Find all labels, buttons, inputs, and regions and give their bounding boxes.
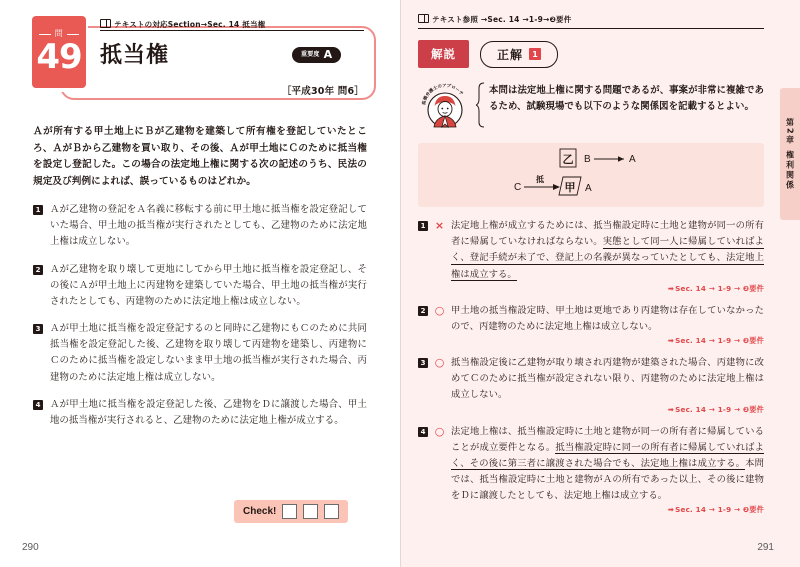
explanation-reference[interactable]	[451, 405, 764, 415]
explanation-reference-rule	[418, 28, 764, 29]
explanation-marker: 3	[418, 358, 428, 368]
explanation-text	[451, 218, 764, 283]
explanation-reference-text: Sec. 14 → 1-9 → ❷要件	[675, 283, 764, 293]
check-box-3[interactable]	[324, 504, 339, 519]
question-number-block	[32, 16, 86, 88]
choice-marker: 1	[33, 205, 43, 215]
importance-label: 重要度	[301, 50, 320, 58]
explanation-header	[418, 40, 764, 68]
explanation-part: 甲土地の抵当権設定時、甲土地は更地であり丙建物は存在していなかったので、丙建物のために法定地上権は成立しない。	[451, 304, 764, 332]
diagram-land-label: 甲	[564, 181, 576, 194]
diagram-mortgage-label: 抵	[536, 175, 544, 184]
exam-source: ［平成30年 問6］	[281, 86, 364, 97]
choice-text: Ａが乙建物の登記をＡ名義に移転する前に甲土地に抵当権を設定登記していた場合、甲土地の抵当権が実行されたとしても、乙建物のために法定地上権は成立しない。	[50, 204, 367, 248]
correct-answer-number: 1	[529, 48, 541, 60]
question-number-label: 問	[54, 29, 64, 38]
explanation-section-reference-text: テキスト参照 →Sec. 14 →1-9→❷要件	[432, 15, 572, 24]
correct-answer-pill	[480, 41, 558, 68]
choice-text: Ａが甲土地に抵当権を設定登記した後、乙建物をＤに譲渡した場合、甲土地の抵当権が実行されると、乙建物のために法定地上権が成立する。	[50, 398, 367, 426]
explanation-judgement: ○	[434, 424, 445, 438]
section-reference	[100, 19, 265, 30]
explanation-text	[451, 355, 764, 404]
explanation-reference-text: Sec. 14 → 1-9 → ❷要件	[675, 404, 764, 414]
choice-item[interactable]	[33, 321, 367, 386]
explanation-judgement: ×	[434, 219, 445, 232]
explanation-marker: 1	[418, 221, 428, 231]
explanation-text	[451, 424, 764, 505]
page-title: 抵当権	[100, 43, 170, 68]
approach-note	[418, 80, 764, 134]
choice-text: Ａが甲土地に抵当権を設定登記するのと同時に乙建物にもＣのために共同抵当権を設定登記した後、乙建物を取り壊して丙建物を建築し、丙建物にＣのために抵当権を設定しないまま甲土地の抵当権が実行された場合、丙建物のために法定地上権は成立しない。	[50, 323, 367, 383]
section-reference-rule	[100, 30, 364, 31]
explanation-part: 抵当権設定後に乙建物が取り壊され丙建物が建築された場合、丙建物に改めてＣのために抵当権が設定されない限り、丙建物のために法定地上権は成立しない。	[451, 357, 764, 401]
explanation-item	[418, 303, 764, 346]
section-reference-text: テキストの対応Section→Sec. 14 抵当権	[114, 20, 266, 29]
explanation-item	[418, 424, 764, 516]
book-icon	[418, 14, 429, 23]
diagram-owner-a-top: A	[629, 154, 636, 165]
book-icon	[100, 19, 111, 28]
importance-rank: A	[323, 48, 333, 61]
check-label: Check!	[243, 506, 277, 517]
relationship-diagram	[418, 143, 764, 207]
check-row	[234, 500, 348, 523]
explanation-reference[interactable]	[451, 505, 764, 515]
correct-answer-label: 正解	[497, 47, 524, 62]
explanation-part-underlined: 実態として同一人に帰属していればよく、登記手続が未了で、登記上の名義が異なっていたとしても、法定地上権は成立する。	[451, 236, 764, 280]
explanation-part: 本問では、抵当権設定時に土地と建物がＡの所有であった以上、その後に建物をＤに譲渡したとしても、法定地上権は成立する。	[451, 457, 764, 502]
explanation-body	[451, 218, 764, 294]
diagram-owner-b: B	[584, 154, 591, 165]
avatar-ring-text: 高橋弁護士のアプローチ	[422, 83, 464, 106]
choice-item[interactable]	[33, 202, 367, 251]
explanation-reference-text: Sec. 14 → 1-9 → ❷要件	[675, 336, 764, 346]
importance-badge	[292, 47, 341, 63]
explanation-judgement: ○	[434, 356, 445, 370]
diagram-owner-c: C	[514, 182, 522, 193]
chapter-tab-label: 第2章 権利関係	[785, 117, 795, 191]
explanation-reference[interactable]	[451, 336, 764, 346]
brace-icon	[476, 82, 485, 134]
explanation-part: 法定地上権が成立するためには、抵当権設定時に土地と建物が同一の所有者に帰属していなければならない。	[451, 220, 764, 248]
right-page-content	[418, 14, 764, 524]
explanation-body	[451, 303, 764, 346]
explanation-part-underlined: 抵当権設定時に同一の所有者に帰属していればよく、その後に第三者に譲渡された場合でも、法定地上権は成立する。	[451, 441, 764, 469]
explanation-item	[418, 355, 764, 415]
explanation-marker: 4	[418, 427, 428, 437]
page-number-left: 290	[22, 542, 39, 553]
explanation-section-reference	[418, 14, 764, 25]
choice-item[interactable]	[33, 397, 367, 429]
diagram-owner-a-bottom: A	[585, 183, 592, 194]
explanation-body	[451, 355, 764, 415]
choice-text: Ａが乙建物を取り壊して更地にしてから甲土地に抵当権を設定登記し、その後にＡが甲土地上に丙建物を建築していた場合、甲土地の抵当権が実行されたとしても、丙建物のために法定地上権は成立しない。	[50, 263, 367, 307]
page-number-right: 291	[757, 542, 774, 553]
explanation-reference-text: Sec. 14 → 1-9 → ❷要件	[675, 505, 764, 515]
choice-marker: 2	[33, 265, 43, 275]
choice-item[interactable]	[33, 262, 367, 311]
diagram-building-label: 乙	[562, 153, 574, 166]
explanation-reference[interactable]	[451, 284, 764, 294]
check-box-1[interactable]	[282, 504, 297, 519]
question-body	[33, 124, 367, 440]
chapter-thumb-tab[interactable]	[780, 88, 800, 220]
question-number-value: 49	[36, 37, 82, 77]
explanation-badge: 解説	[418, 40, 469, 68]
choice-marker: 4	[33, 400, 43, 410]
approach-text: 本問は法定地上権に関する問題であるが、事案が非常に複雑であるため、試験現場でも以下のような関係図を記載するとよい。	[489, 85, 764, 113]
explanation-list	[418, 218, 764, 515]
arrow-icon: ➡	[667, 505, 675, 515]
explanation-body	[451, 424, 764, 516]
explanation-part: 法定地上権は、抵当権設定時に土地と建物が同一の所有者に帰属していることが成立要件となる。	[451, 425, 764, 453]
arrow-icon: ➡	[667, 404, 675, 414]
question-stem: Ａが所有する甲土地上にＢが乙建物を建築して所有権を登記していたところ、ＡがＢから乙建物を買い取り、その後、Ａが甲土地にＣのために抵当権を設定し登記した。この場合の法定地上権に関する次の記述のうち、民法の規定及び判例によれば、誤っているものはどれか。	[33, 126, 367, 187]
page-gutter	[400, 0, 401, 567]
explanation-judgement: ○	[434, 303, 445, 317]
choice-marker: 3	[33, 324, 43, 334]
right-page	[400, 0, 800, 567]
arrow-icon: ➡	[667, 283, 675, 293]
check-box-2[interactable]	[303, 504, 318, 519]
explanation-text	[451, 303, 764, 335]
choice-list	[33, 202, 367, 429]
lawyer-avatar-icon	[418, 80, 472, 134]
explanation-item	[418, 218, 764, 294]
arrow-icon: ➡	[667, 336, 675, 346]
explanation-marker: 2	[418, 306, 428, 316]
